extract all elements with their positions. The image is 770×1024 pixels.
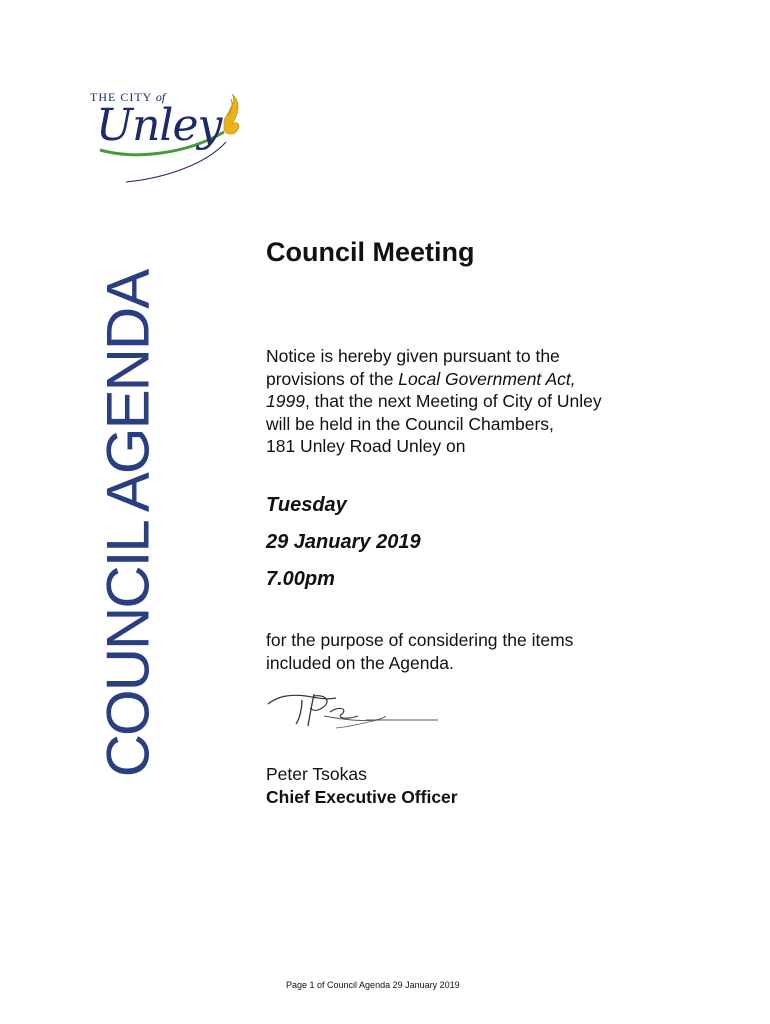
page-heading: Council Meeting: [266, 237, 475, 267]
purpose-line: for the purpose of considering the items: [266, 630, 574, 650]
meeting-time: 7.00pm: [266, 568, 335, 590]
notice-paragraph: [266, 345, 696, 458]
notice-line: will be held in the Council Chambers,: [266, 413, 554, 434]
page-footer: Page 1 of Council Agenda 29 January 2019: [286, 980, 460, 990]
notice-line: provisions of the Local Government Act,: [266, 368, 576, 389]
meeting-day: Tuesday: [266, 494, 347, 516]
city-of-unley-logo: [86, 86, 246, 190]
signatory-title: Chief Executive Officer: [266, 786, 458, 807]
side-title: COUNCIL AGENDA: [94, 270, 162, 778]
purpose-line: included on the Agenda.: [266, 652, 454, 673]
signatory-block: [266, 763, 458, 808]
side-title-container: [94, 248, 162, 800]
act-year: 1999: [266, 391, 305, 411]
meeting-date: 29 January 2019: [266, 531, 421, 553]
signature-image: [266, 686, 441, 736]
act-name: Local Government Act,: [398, 368, 576, 389]
meeting-details: [266, 492, 421, 603]
signatory-name: Peter Tsokas: [266, 764, 367, 784]
purpose-paragraph: [266, 629, 573, 674]
notice-line: 181 Unley Road Unley on: [266, 436, 466, 456]
notice-line: 1999, that the next Meeting of City of Unley: [266, 391, 602, 411]
notice-line: Notice is hereby given pursuant to the: [266, 346, 560, 366]
logo-script-text: Unley: [96, 100, 222, 151]
logo-top-text: THE CITY of: [90, 90, 166, 104]
